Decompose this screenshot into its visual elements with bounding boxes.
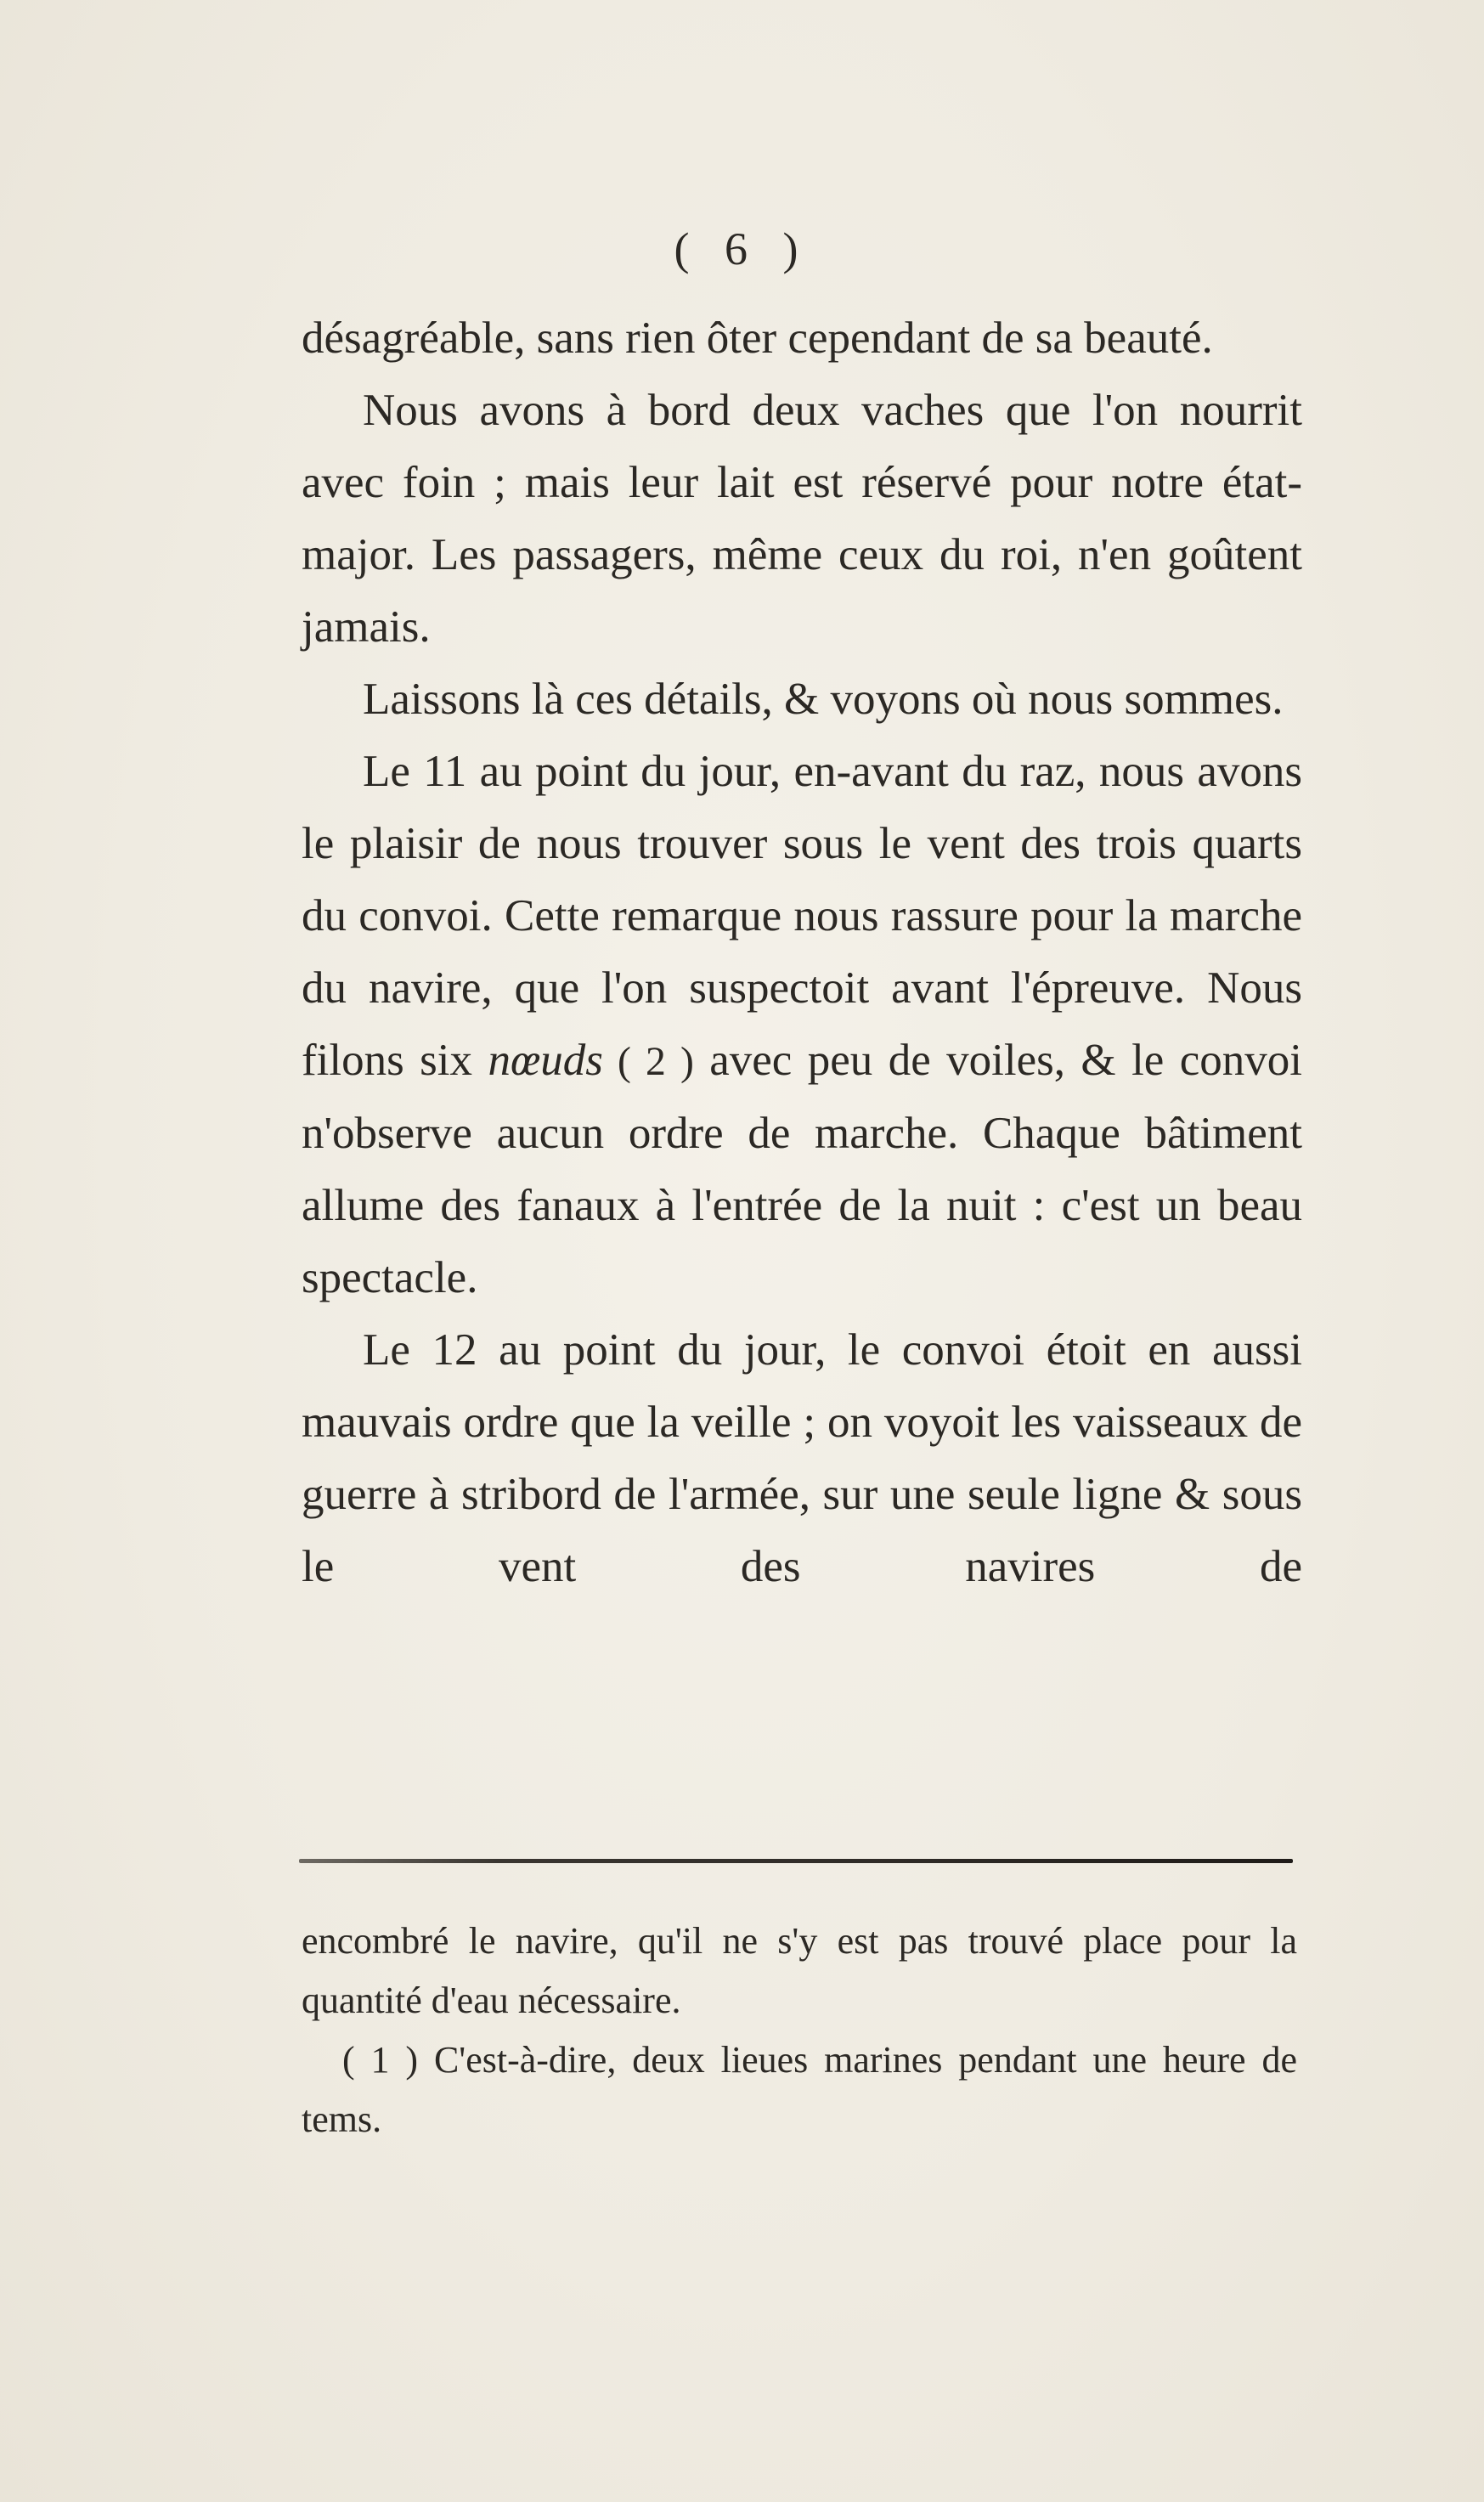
footnote-continued: encombré le navire, qu'il ne s'y est pas trouvé place pour la quantité d'eau nécessaire.: [302, 1920, 1297, 2021]
footnotes-block: [302, 1912, 1297, 2149]
paragraph-eleventh: [302, 736, 1302, 1314]
knots-term: nœuds: [488, 1036, 603, 1085]
paragraph-details: Laissons là ces détails, & voyons où nous sommes.: [363, 675, 1284, 724]
footnote-1: ( 1 ) C'est-à-dire, deux lieues marines pendant une heure de tems.: [302, 2039, 1297, 2140]
paragraph-eleventh-text-a: Le 11 au point du jour, en-avant du raz, nous avons le plaisir de nous trouver sous le vent des trois quarts du convoi. Cette remarque nous rassure pour la marche du navire, que l'on suspectoit avant l'épreuve. Nous filons six: [302, 747, 1302, 1085]
paragraph-continued: désagréable, sans rien ôter cependant de sa beauté.: [302, 313, 1213, 363]
paragraph-cows: Nous avons à bord deux vaches que l'on nourrit avec foin ; mais leur lait est réservé pour notre état-major. Les passagers, même ceux du roi, n'en goûtent jamais.: [302, 386, 1302, 652]
footnote-reference: ( 2 ): [602, 1039, 694, 1084]
paragraph-twelfth: Le 12 au point du jour, le convoi étoit en aussi mauvais ordre que la veille ; on voyoit les vaisseaux de guerre à stribord de l'armée, sur une seule ligne & sous le vent des navires de: [302, 1325, 1302, 1591]
paragraph-eleventh-text-b: avec peu de voiles, & le convoi n'observe aucun ordre de marche. Chaque bâtiment allume des fanaux à l'entrée de la nuit : c'est un beau spectacle.: [302, 1036, 1303, 1302]
main-text-block: [302, 302, 1302, 1603]
footnote-separator-rule: [299, 1859, 1293, 1863]
page-number: ( 6 ): [674, 223, 810, 274]
